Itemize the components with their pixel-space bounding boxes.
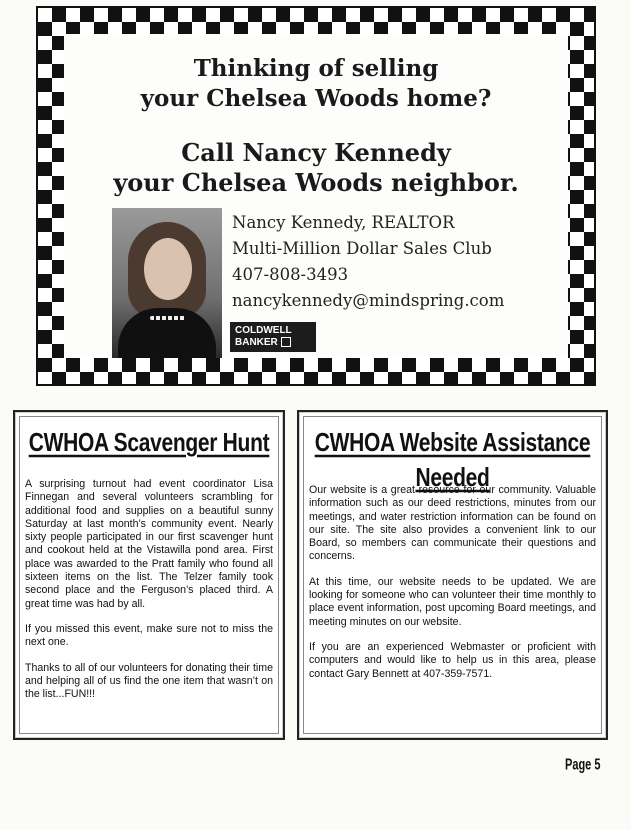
website-paragraph-3: If you are an experienced Webmaster or proficient with computers and would like to help us in this area, please contact Gary Bennett at 407-359-7571. [309,640,596,680]
website-assistance-article [297,410,608,740]
scavenger-hunt-title: CWHOA Scavenger Hunt [28,428,270,458]
ad-headline-call [64,138,568,198]
advertisement-panel [64,34,568,358]
advertisement-checkered-border [36,6,596,386]
website-assistance-body [309,484,596,693]
page-number: Page 5 [565,757,601,774]
scavenger-paragraph-2: If you missed this event, make sure not to miss the next one. [25,622,273,649]
realtor-phone: 407-808-3493 [232,265,349,284]
ad-headline-line-3: Call Nancy Kennedy [181,138,451,167]
scavenger-hunt-body [25,478,273,713]
website-assistance-title: CWHOA Website Assistance Needed [314,428,591,493]
scavenger-paragraph-3: Thanks to all of our volunteers for donating their time and helping all of us find the one item that wasn’t on the list...FUN!!! [25,661,273,701]
website-paragraph-1: Our website is a great resource for our community. Valuable information such as our deed restrictions, minutes from our meetings, and water restriction information can be found on our site. The site also provides a convenient link to our Board, so members can communicate their questions and concerns. [309,484,596,563]
scavenger-hunt-article [13,410,285,740]
logo-line-1: COLDWELL [235,325,292,336]
realtor-sales-club: Multi-Million Dollar Sales Club [232,239,492,258]
scavenger-paragraph-1: A surprising turnout had event coordinator Lisa Finnegan and several volunteers scrambling for additional food and supplies on a beautiful sunny Saturday at last month’s community event. Nearly sixty people participated in our first scavenger hunt and cookout held at the Vistawilla pond area. First place was awarded to the Pratt family who found all sixteen items on the list. The Telzer family took second place and the Ferguson’s placed third. A great time was had by all. [25,478,273,610]
realtor-email: nancykennedy@mindspring.com [232,291,505,310]
photo-face [144,238,192,300]
logo-line-2-text: BANKER [235,337,278,348]
realtor-name: Nancy Kennedy, REALTOR [232,213,455,232]
photo-necklace [150,316,186,320]
ad-headline-line-2: your Chelsea Woods home? [140,85,492,112]
ad-headline-line-4: your Chelsea Woods neighbor. [113,168,519,197]
ad-headline-question [64,54,568,114]
logo-line-2 [235,337,311,349]
website-paragraph-2: At this time, our website needs to be updated. We are looking for someone who can volunteer their time monthly to place event information, post upcoming Board meetings, and meeting minutes on our website. [309,575,596,628]
realtor-contact-block [232,210,504,314]
ad-headline-line-1: Thinking of selling [193,55,439,82]
coldwell-banker-logo [230,322,316,352]
realtor-photo [112,208,222,358]
logo-mark-icon [281,337,291,347]
